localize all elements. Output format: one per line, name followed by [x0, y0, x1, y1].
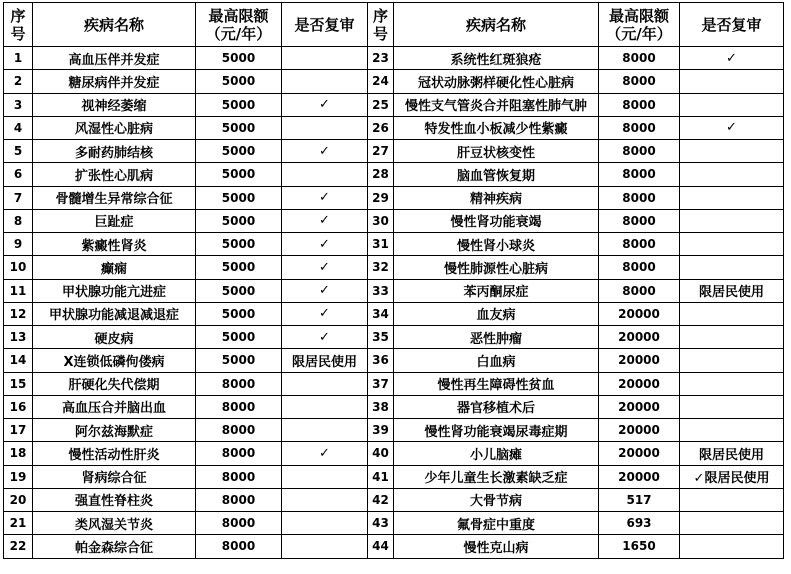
limit-amount: 5000: [196, 349, 282, 372]
limit-amount: 8000: [599, 186, 680, 209]
disease-name: 甲状腺功能亢进症: [33, 279, 196, 302]
limit-amount: 20000: [599, 302, 680, 325]
limit-amount: 5000: [196, 140, 282, 163]
row-number: 7: [4, 186, 33, 209]
limit-amount: 20000: [599, 419, 680, 442]
review-status: [680, 256, 784, 279]
review-status: [282, 116, 368, 139]
review-status: ✓: [282, 256, 368, 279]
row-number: 13: [4, 326, 33, 349]
table-row: [4, 256, 784, 279]
disease-name: 慢性肾功能衰竭尿毒症期: [394, 419, 599, 442]
limit-amount: 5000: [196, 233, 282, 256]
row-number: 15: [4, 372, 33, 395]
table-row: [4, 70, 784, 93]
limit-amount: 8000: [196, 419, 282, 442]
table-row: [4, 326, 784, 349]
disease-name: 慢性肾功能衰竭: [394, 209, 599, 232]
table-row: [4, 116, 784, 139]
row-number: 39: [368, 419, 394, 442]
review-status: ✓: [282, 326, 368, 349]
limit-amount: 8000: [196, 488, 282, 511]
disease-table-page: [3, 2, 784, 559]
row-number: 12: [4, 302, 33, 325]
row-number: 28: [368, 163, 394, 186]
disease-name: 慢性支气管炎合并阻塞性肺气肿: [394, 93, 599, 116]
review-status: [680, 419, 784, 442]
disease-name: 扩张性心肌病: [33, 163, 196, 186]
header-seq: 序号: [368, 3, 394, 47]
limit-amount: 8000: [196, 395, 282, 418]
review-status: [680, 70, 784, 93]
review-status: [282, 47, 368, 70]
limit-amount: 8000: [599, 47, 680, 70]
table-row: [4, 512, 784, 535]
limit-amount: 5000: [196, 116, 282, 139]
review-status: [282, 488, 368, 511]
header-seq: 序号: [4, 3, 33, 47]
disease-name: 类风湿关节炎: [33, 512, 196, 535]
row-number: 19: [4, 465, 33, 488]
row-number: 24: [368, 70, 394, 93]
table-row: [4, 279, 784, 302]
limit-amount: 5000: [196, 209, 282, 232]
disease-name: 系统性红斑狼疮: [394, 47, 599, 70]
disease-name: 癫痫: [33, 256, 196, 279]
row-number: 35: [368, 326, 394, 349]
row-number: 26: [368, 116, 394, 139]
row-number: 8: [4, 209, 33, 232]
disease-name: 视神经萎缩: [33, 93, 196, 116]
review-status: ✓: [282, 302, 368, 325]
disease-name: 甲状腺功能减退减退症: [33, 302, 196, 325]
limit-amount: 20000: [599, 395, 680, 418]
row-number: 21: [4, 512, 33, 535]
row-number: 30: [368, 209, 394, 232]
row-number: 44: [368, 535, 394, 558]
limit-amount: 8000: [196, 465, 282, 488]
row-number: 22: [4, 535, 33, 558]
limit-amount: 8000: [599, 256, 680, 279]
review-status: [680, 372, 784, 395]
row-number: 23: [368, 47, 394, 70]
limit-amount: 8000: [599, 116, 680, 139]
review-status: ✓限居民使用: [680, 465, 784, 488]
row-number: 33: [368, 279, 394, 302]
row-number: 31: [368, 233, 394, 256]
disease-name: 小儿脑瘫: [394, 442, 599, 465]
disease-name: 巨趾症: [33, 209, 196, 232]
row-number: 20: [4, 488, 33, 511]
row-number: 3: [4, 93, 33, 116]
row-number: 36: [368, 349, 394, 372]
row-number: 34: [368, 302, 394, 325]
limit-amount: 20000: [599, 442, 680, 465]
table-row: [4, 442, 784, 465]
row-number: 10: [4, 256, 33, 279]
table-row: [4, 395, 784, 418]
limit-amount: 8000: [599, 70, 680, 93]
disease-name: 肝豆状核变性: [394, 140, 599, 163]
review-status: [680, 326, 784, 349]
review-status: [680, 233, 784, 256]
review-status: [282, 535, 368, 558]
limit-amount: 5000: [196, 70, 282, 93]
limit-amount: 8000: [599, 209, 680, 232]
limit-amount: 1650: [599, 535, 680, 558]
row-number: 27: [368, 140, 394, 163]
row-number: 29: [368, 186, 394, 209]
limit-amount: 20000: [599, 349, 680, 372]
table-row: [4, 209, 784, 232]
row-number: 5: [4, 140, 33, 163]
limit-amount: 8000: [599, 163, 680, 186]
disease-name: 高血压合并脑出血: [33, 395, 196, 418]
review-status: [282, 372, 368, 395]
limit-amount: 5000: [196, 302, 282, 325]
limit-amount: 5000: [196, 326, 282, 349]
review-status: [680, 140, 784, 163]
review-status: [282, 512, 368, 535]
review-status: ✓: [282, 442, 368, 465]
disease-name: 精神疾病: [394, 186, 599, 209]
disease-name: 少年儿童生长激素缺乏症: [394, 465, 599, 488]
limit-amount: 5000: [196, 186, 282, 209]
limit-amount: 517: [599, 488, 680, 511]
header-limit: 最高限额（元/年）: [599, 3, 680, 47]
table-row: [4, 349, 784, 372]
review-status: [282, 70, 368, 93]
row-number: 18: [4, 442, 33, 465]
disease-name: 肝硬化失代偿期: [33, 372, 196, 395]
disease-name: 慢性肾小球炎: [394, 233, 599, 256]
row-number: 11: [4, 279, 33, 302]
review-status: [680, 209, 784, 232]
limit-amount: 5000: [196, 279, 282, 302]
review-status: ✓: [680, 47, 784, 70]
disease-name: 阿尔兹海默症: [33, 419, 196, 442]
limit-amount: 8000: [599, 279, 680, 302]
disease-name: 紫癜性肾炎: [33, 233, 196, 256]
header-row: [4, 3, 784, 47]
row-number: 38: [368, 395, 394, 418]
review-status: [282, 395, 368, 418]
disease-name: X连锁低磷佝偻病: [33, 349, 196, 372]
disease-name: 硬皮病: [33, 326, 196, 349]
limit-amount: 8000: [196, 442, 282, 465]
review-status: ✓: [282, 93, 368, 116]
row-number: 2: [4, 70, 33, 93]
table-row: [4, 302, 784, 325]
row-number: 1: [4, 47, 33, 70]
review-status: [680, 535, 784, 558]
review-status: [680, 302, 784, 325]
review-status: ✓: [282, 186, 368, 209]
disease-name: 慢性克山病: [394, 535, 599, 558]
review-status: [680, 512, 784, 535]
disease-name: 苯丙酮尿症: [394, 279, 599, 302]
limit-amount: 8000: [196, 372, 282, 395]
limit-amount: 20000: [599, 372, 680, 395]
review-status: ✓: [282, 140, 368, 163]
row-number: 9: [4, 233, 33, 256]
row-number: 6: [4, 163, 33, 186]
review-status: 限居民使用: [282, 349, 368, 372]
disease-name: 帕金森综合征: [33, 535, 196, 558]
review-status: [680, 186, 784, 209]
row-number: 16: [4, 395, 33, 418]
disease-name: 高血压伴并发症: [33, 47, 196, 70]
limit-amount: 5000: [196, 47, 282, 70]
header-review: 是否复审: [680, 3, 784, 47]
table-row: [4, 140, 784, 163]
header-name: 疾病名称: [33, 3, 196, 47]
disease-name: 氟骨症中重度: [394, 512, 599, 535]
table-row: [4, 233, 784, 256]
disease-name: 白血病: [394, 349, 599, 372]
review-status: [680, 349, 784, 372]
row-number: 17: [4, 419, 33, 442]
review-status: ✓: [680, 116, 784, 139]
disease-name: 大骨节病: [394, 488, 599, 511]
review-status: ✓: [282, 233, 368, 256]
table-row: [4, 419, 784, 442]
disease-limit-table: [3, 2, 784, 559]
disease-name: 风湿性心脏病: [33, 116, 196, 139]
limit-amount: 8000: [599, 140, 680, 163]
table-row: [4, 163, 784, 186]
header-name: 疾病名称: [394, 3, 599, 47]
row-number: 41: [368, 465, 394, 488]
disease-name: 慢性活动性肝炎: [33, 442, 196, 465]
row-number: 40: [368, 442, 394, 465]
limit-amount: 8000: [599, 93, 680, 116]
review-status: ✓: [282, 279, 368, 302]
header-review: 是否复审: [282, 3, 368, 47]
row-number: 43: [368, 512, 394, 535]
disease-name: 肾病综合征: [33, 465, 196, 488]
limit-amount: 8000: [196, 512, 282, 535]
disease-name: 糖尿病伴并发症: [33, 70, 196, 93]
table-row: [4, 372, 784, 395]
limit-amount: 693: [599, 512, 680, 535]
row-number: 37: [368, 372, 394, 395]
limit-amount: 5000: [196, 93, 282, 116]
disease-name: 血友病: [394, 302, 599, 325]
limit-amount: 8000: [599, 233, 680, 256]
disease-name: 慢性再生障碍性贫血: [394, 372, 599, 395]
limit-amount: 8000: [196, 535, 282, 558]
limit-amount: 5000: [196, 256, 282, 279]
disease-name: 多耐药肺结核: [33, 140, 196, 163]
table-row: [4, 488, 784, 511]
limit-amount: 20000: [599, 326, 680, 349]
table-row: [4, 47, 784, 70]
table-row: [4, 465, 784, 488]
review-status: [680, 93, 784, 116]
disease-name: 脑血管恢复期: [394, 163, 599, 186]
review-status: ✓: [282, 209, 368, 232]
table-row: [4, 186, 784, 209]
disease-name: 冠状动脉粥样硬化性心脏病: [394, 70, 599, 93]
disease-name: 强直性脊柱炎: [33, 488, 196, 511]
disease-name: 慢性肺源性心脏病: [394, 256, 599, 279]
review-status: 限居民使用: [680, 279, 784, 302]
review-status: [282, 465, 368, 488]
disease-name: 器官移植术后: [394, 395, 599, 418]
review-status: [282, 163, 368, 186]
table-row: [4, 93, 784, 116]
disease-name: 恶性肿瘤: [394, 326, 599, 349]
disease-name: 特发性血小板减少性紫癜: [394, 116, 599, 139]
row-number: 4: [4, 116, 33, 139]
disease-name: 骨髓增生异常综合征: [33, 186, 196, 209]
review-status: [680, 488, 784, 511]
row-number: 14: [4, 349, 33, 372]
header-limit: 最高限额（元/年）: [196, 3, 282, 47]
row-number: 42: [368, 488, 394, 511]
table-row: [4, 535, 784, 558]
limit-amount: 5000: [196, 163, 282, 186]
review-status: 限居民使用: [680, 442, 784, 465]
review-status: [680, 395, 784, 418]
row-number: 32: [368, 256, 394, 279]
review-status: [680, 163, 784, 186]
limit-amount: 20000: [599, 465, 680, 488]
row-number: 25: [368, 93, 394, 116]
review-status: [282, 419, 368, 442]
